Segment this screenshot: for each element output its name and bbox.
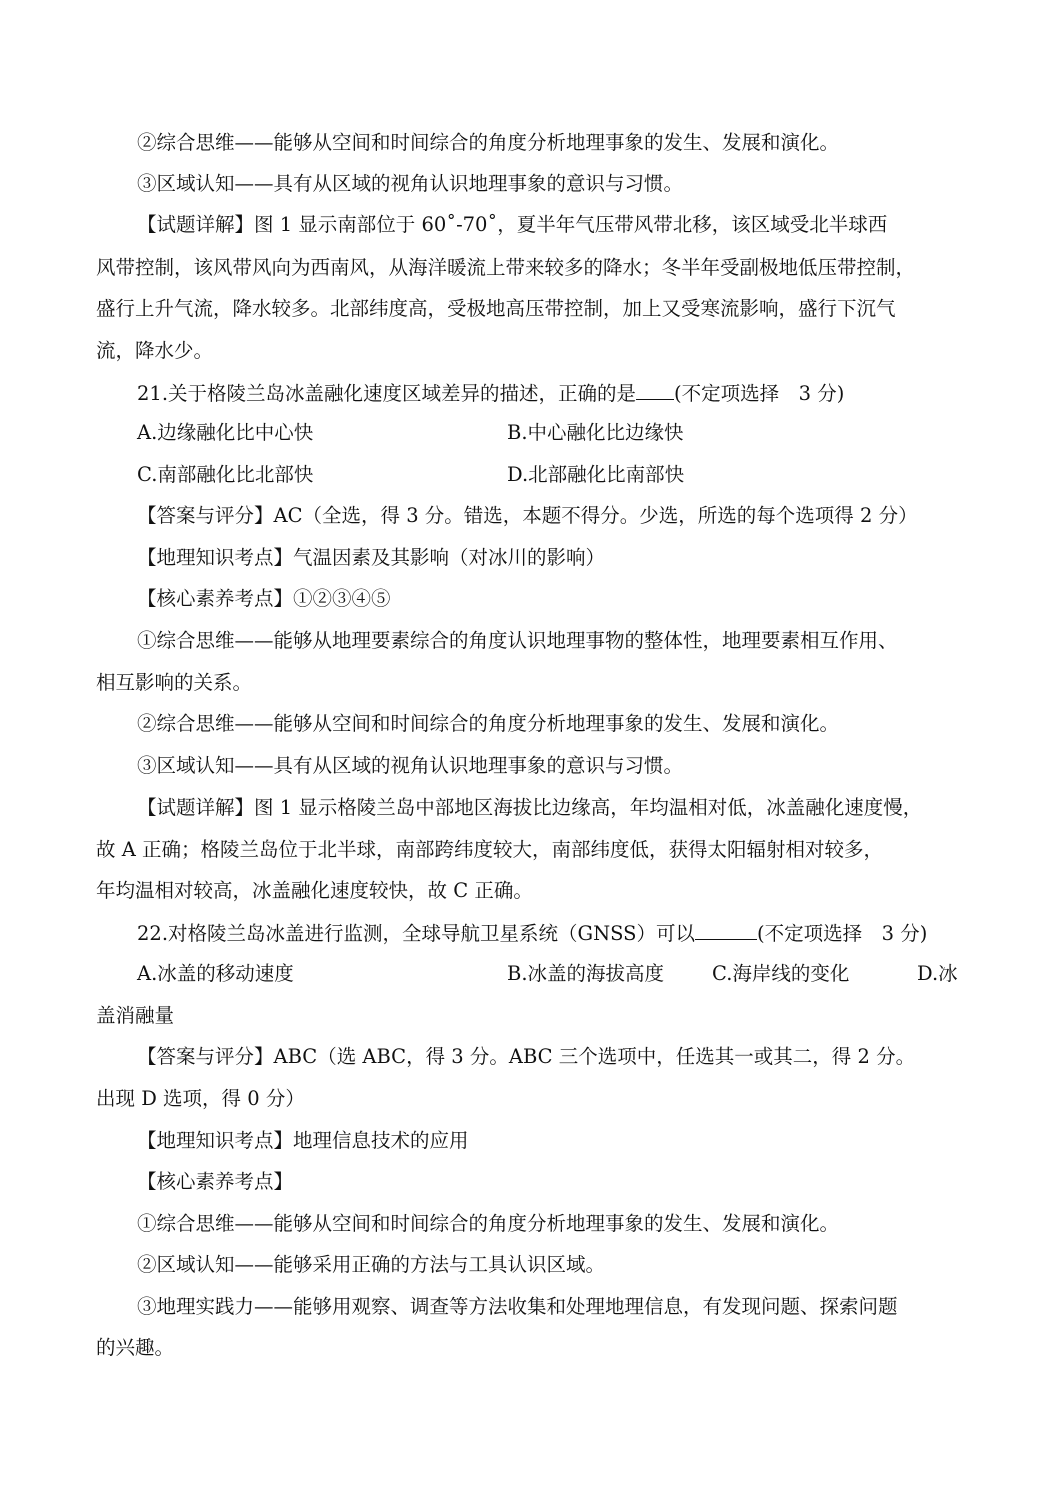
- answer-blank: [636, 377, 674, 400]
- detail-paragraph-line: 故 A 正确；格陵兰岛位于北半球，南部跨纬度较大，南部纬度低，获得太阳辐射相对较多，: [96, 838, 883, 861]
- detail-paragraph-line: 【试题详解】图 1 显示南部位于 60˚-70˚，夏半年气压带风带北移，该区域受北半球西: [137, 213, 888, 236]
- option-c: C.海岸线的变化: [712, 962, 850, 985]
- option-c: C.南部融化比北部快: [137, 463, 314, 486]
- detail-paragraph-line: 【试题详解】图 1 显示格陵兰岛中部地区海拔比边缘高，年均温相对低，冰盖融化速度慢，: [137, 796, 923, 819]
- detail-paragraph-line: 风带控制，该风带风向为西南风，从海洋暖流上带来较多的降水；冬半年受副极地低压带控制，: [96, 256, 916, 279]
- question-suffix: (不定项选择 3 分): [757, 922, 928, 945]
- literacy-heading: 【核心素养考点】①②③④⑤: [137, 587, 391, 610]
- literacy-item: ②综合思维——能够从空间和时间综合的角度分析地理事象的发生、发展和演化。: [137, 131, 840, 154]
- answer-scoring: 出现 D 选项，得 0 分）: [96, 1087, 305, 1110]
- option-d: D.北部融化比南部快: [507, 463, 685, 486]
- question-21-stem: [137, 377, 966, 407]
- option-a: A.边缘融化比中心快: [137, 421, 314, 444]
- question-stem-text: 22.对格陵兰岛冰盖进行监测，全球导航卫星系统（GNSS）可以: [137, 922, 696, 945]
- literacy-item: ①综合思维——能够从地理要素综合的角度认识地理事物的整体性，地理要素相互作用、: [137, 629, 898, 652]
- option-b: B.中心融化比边缘快: [507, 421, 684, 444]
- literacy-item: ①综合思维——能够从空间和时间综合的角度分析地理事象的发生、发展和演化。: [137, 1212, 840, 1235]
- option-b: B.冰盖的海拔高度: [507, 962, 665, 985]
- question-22-stem: [137, 917, 966, 947]
- answer-blank: [695, 917, 757, 940]
- option-a: A.冰盖的移动速度: [137, 962, 294, 985]
- answer-scoring: 【答案与评分】AC（全选，得 3 分。错选，本题不得分。少选，所选的每个选项得 2 分）: [137, 504, 918, 527]
- literacy-heading: 【核心素养考点】: [137, 1170, 294, 1193]
- knowledge-point: 【地理知识考点】气温因素及其影响（对冰川的影响）: [137, 546, 606, 569]
- knowledge-point: 【地理知识考点】地理信息技术的应用: [137, 1129, 469, 1152]
- detail-paragraph-line: 年均温相对较高，冰盖融化速度较快，故 C 正确。: [96, 879, 533, 902]
- literacy-item: ③地理实践力——能够用观察、调查等方法收集和处理地理信息，有发现问题、探索问题: [137, 1295, 898, 1318]
- literacy-item: ③区域认知——具有从区域的视角认识地理事象的意识与习惯。: [137, 172, 684, 195]
- answer-scoring: 【答案与评分】ABC（选 ABC，得 3 分。ABC 三个选项中，任选其一或其二，得 2 分。: [137, 1045, 916, 1068]
- literacy-item: ③区域认知——具有从区域的视角认识地理事象的意识与习惯。: [137, 754, 684, 777]
- literacy-item: 相互影响的关系。: [96, 671, 253, 694]
- literacy-item: ②综合思维——能够从空间和时间综合的角度分析地理事象的发生、发展和演化。: [137, 712, 840, 735]
- literacy-item: 的兴趣。: [96, 1336, 175, 1359]
- question-suffix: (不定项选择 3 分): [674, 382, 845, 405]
- literacy-item: ②区域认知——能够采用正确的方法与工具认识区域。: [137, 1253, 606, 1276]
- detail-paragraph-line: 流，降水少。: [96, 339, 214, 362]
- option-d: D.冰: [917, 962, 958, 985]
- detail-paragraph-line: 盛行上升气流，降水较多。北部纬度高，受极地高压带控制，加上又受寒流影响，盛行下沉气: [96, 297, 896, 320]
- question-stem-text: 21.关于格陵兰岛冰盖融化速度区域差异的描述，正确的是: [137, 382, 637, 405]
- option-d-continued: 盖消融量: [96, 1004, 175, 1027]
